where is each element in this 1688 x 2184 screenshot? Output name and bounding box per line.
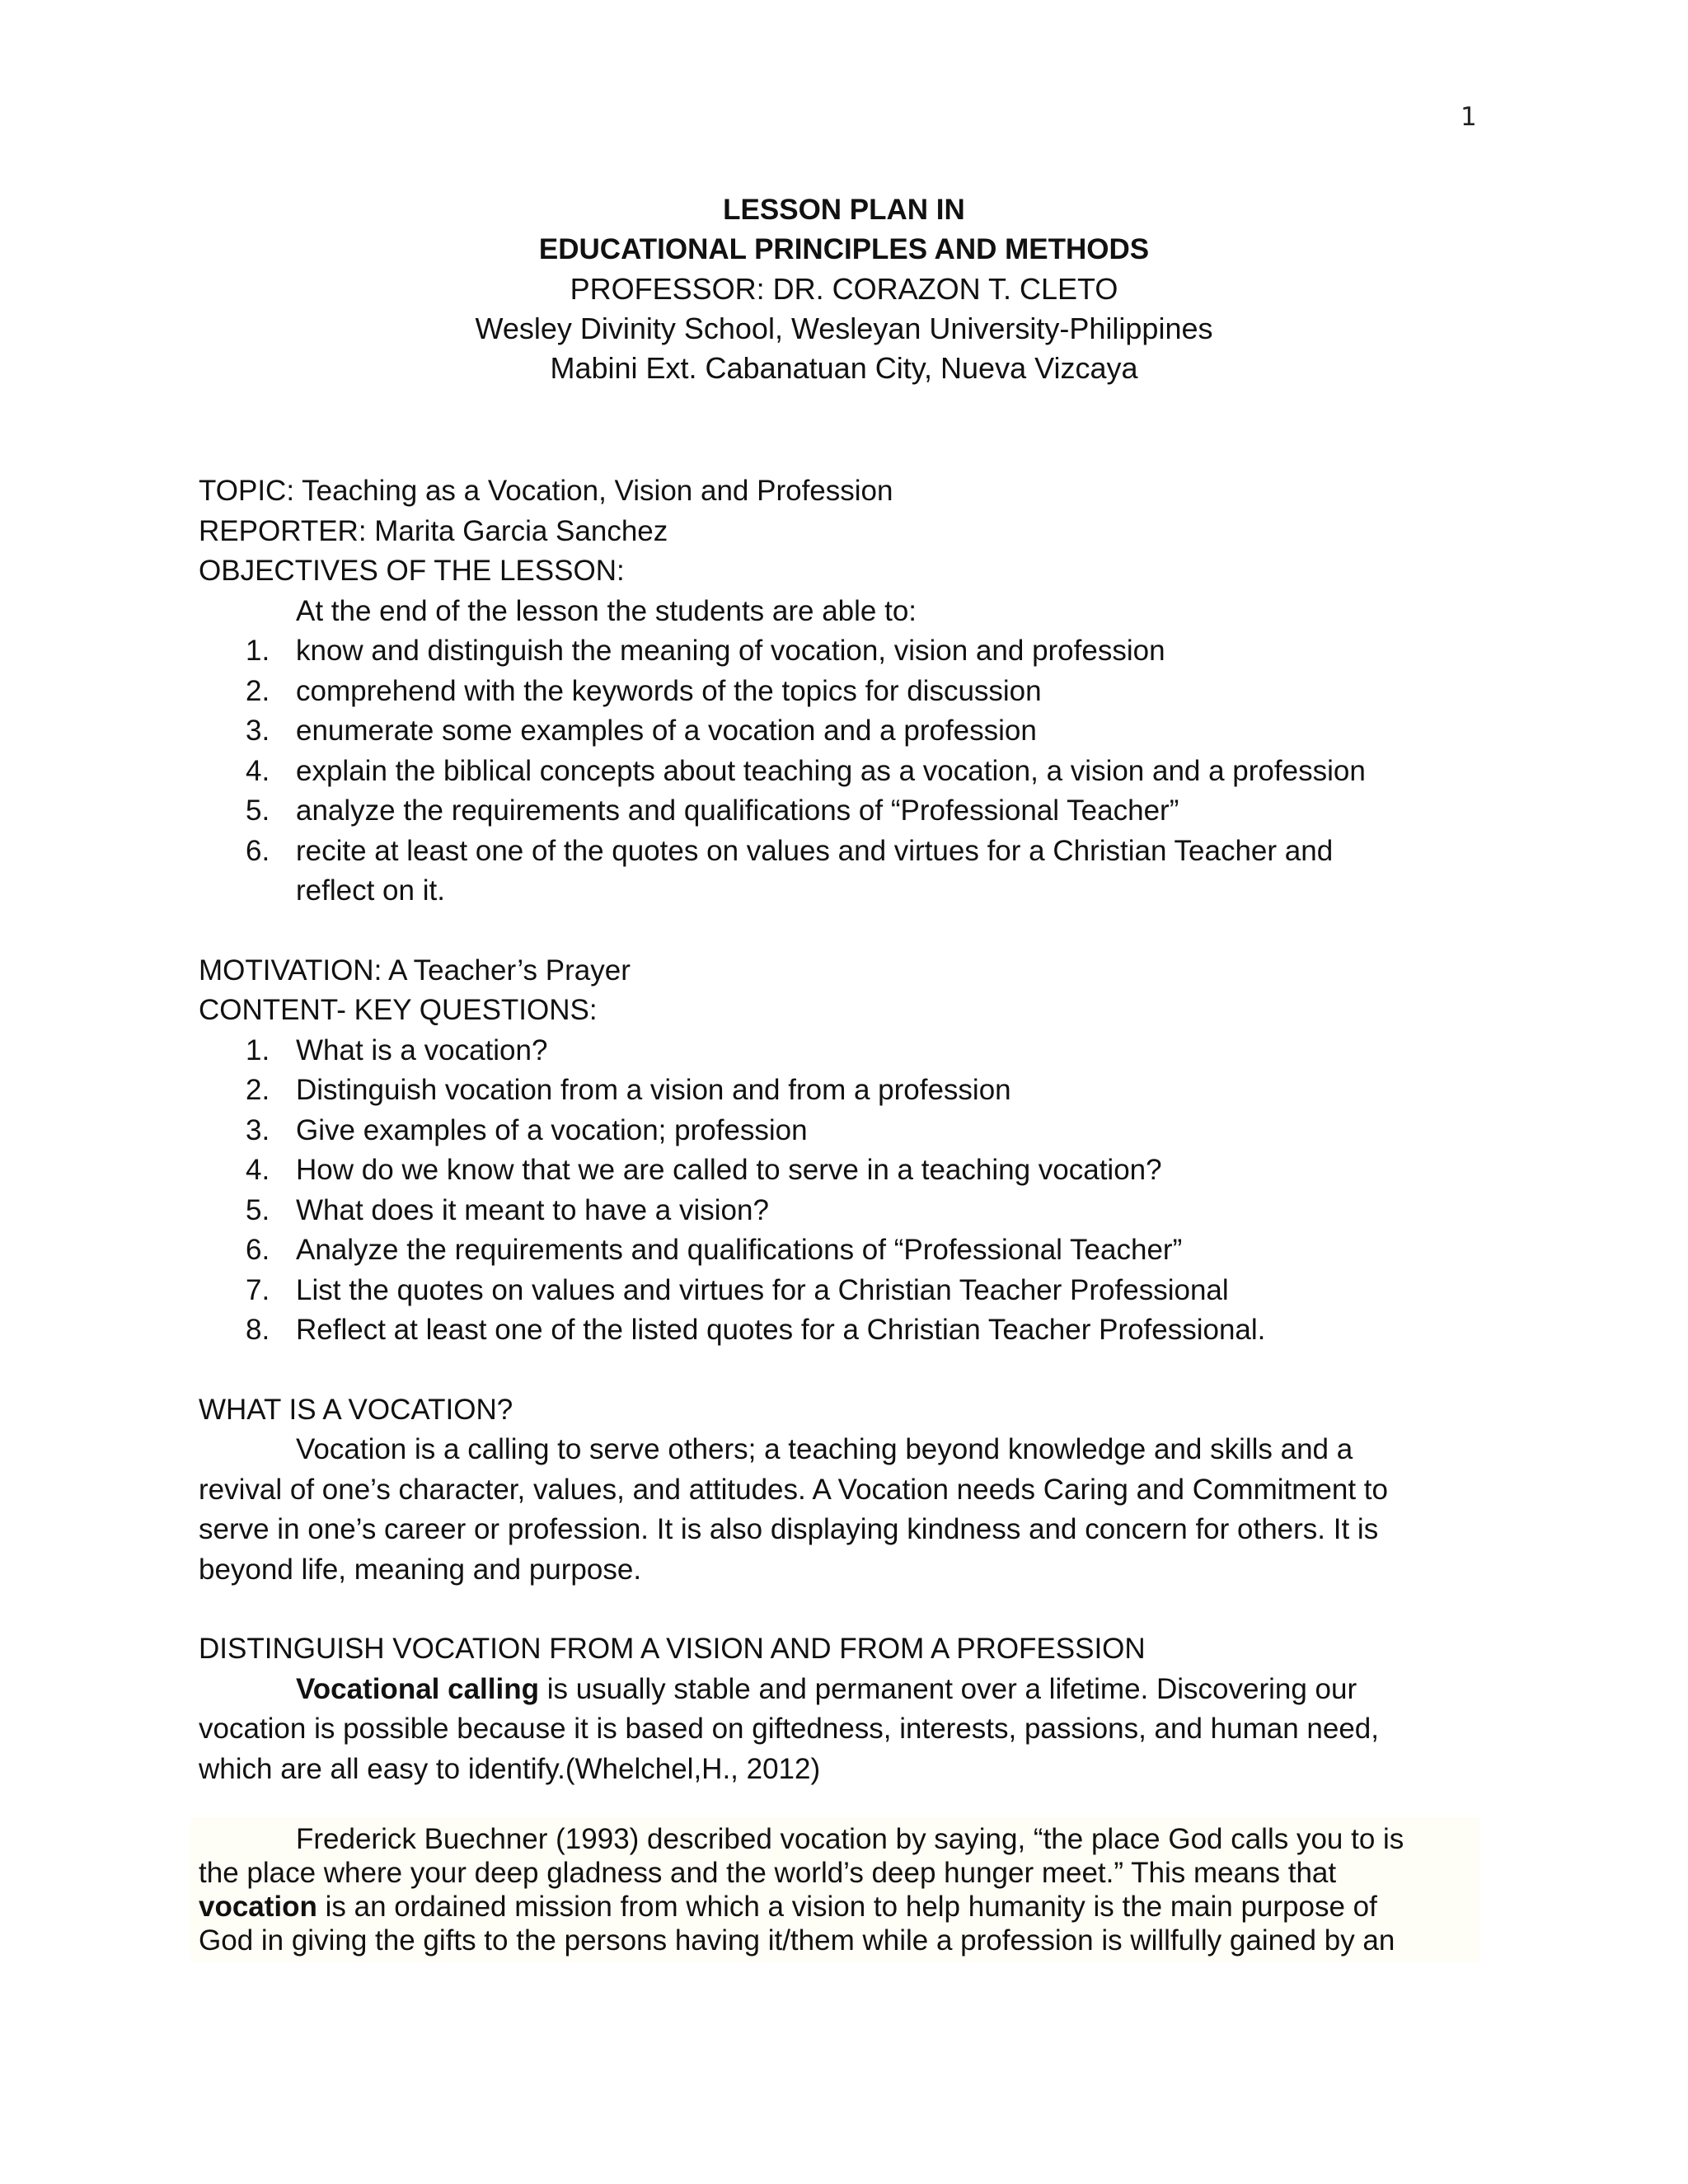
title-line-2: EDUCATIONAL PRINCIPLES AND METHODS xyxy=(538,233,1150,265)
list-item: 8. Reflect at least one of the listed quotes for a Christian Teacher Professional. xyxy=(246,1314,1266,1346)
document-header xyxy=(0,190,1688,388)
professor-line: PROFESSOR: DR. CORAZON T. CLETO xyxy=(570,272,1118,306)
reporter-line: REPORTER: Marita Garcia Sanchez xyxy=(199,514,668,547)
distinguish-paragraph-line-1: Vocational calling is usually stable and permanent over a lifetime. Discovering our xyxy=(296,1672,1357,1705)
list-item: 3. enumerate some examples of a vocation and a profession xyxy=(246,715,1037,747)
questions-list xyxy=(199,1031,1484,1351)
vocation-paragraph-line-3: serve in one’s career or profession. It is also displaying kindness and concern for others. It is xyxy=(199,1513,1379,1545)
motivation-line: MOTIVATION: A Teacher’s Prayer xyxy=(199,954,631,987)
list-item: 4. explain the biblical concepts about teaching as a vocation, a vision and a profession xyxy=(246,754,1366,787)
list-item: 5. What does it meant to have a vision? xyxy=(246,1193,769,1226)
distinguish-paragraph-line-2: vocation is possible because it is based on giftedness, interests, passions, and human need, xyxy=(199,1713,1379,1745)
list-item: 3. Give examples of a vocation; profession xyxy=(246,1113,808,1146)
list-item: 1. What is a vocation? xyxy=(246,1033,548,1066)
list-item: 6. recite at least one of the quotes on values and virtues for a Christian Teacher and reflect on it. xyxy=(246,834,1334,907)
bold-word: vocation xyxy=(199,1891,317,1923)
objectives-intro: At the end of the lesson the students are able to: xyxy=(296,594,917,627)
document-body xyxy=(199,471,1484,1962)
list-item: 7. List the quotes on values and virtues for a Christian Teacher Professional xyxy=(246,1273,1229,1306)
objectives-heading: OBJECTIVES OF THE LESSON: xyxy=(199,555,625,587)
list-item: 2. Distinguish vocation from a vision and from a profession xyxy=(246,1074,1011,1106)
buechner-line-3: vocation is an ordained mission from which a vision to help humanity is the main purpose of xyxy=(199,1891,1377,1923)
list-item: 1. know and distinguish the meaning of vocation, vision and profession xyxy=(246,635,1165,667)
buechner-line-2: the place where your deep gladness and the world’s deep hunger meet.” This means that xyxy=(199,1857,1337,1889)
list-item: 5. analyze the requirements and qualifications of “Professional Teacher” xyxy=(246,794,1179,827)
list-item: 2. comprehend with the keywords of the topics for discussion xyxy=(246,674,1042,707)
title-line-1: LESSON PLAN IN xyxy=(723,194,965,226)
bold-lead: Vocational calling xyxy=(296,1672,539,1705)
buechner-line-4: God in giving the gifts to the persons having it/them while a profession is willfully gained by an xyxy=(199,1924,1395,1957)
objectives-list xyxy=(199,631,1484,912)
content-heading: CONTENT- KEY QUESTIONS: xyxy=(199,994,598,1026)
vocation-paragraph-line-1: Vocation is a calling to serve others; a teaching beyond knowledge and skills and a xyxy=(296,1433,1353,1465)
vocation-paragraph-line-2: revival of one’s character, values, and attitudes. A Vocation needs Caring and Commitment to xyxy=(199,1473,1388,1506)
address-line: Mabini Ext. Cabanatuan City, Nueva Vizcaya xyxy=(550,351,1138,385)
topic-line: TOPIC: Teaching as a Vocation, Vision and Profession xyxy=(199,475,893,507)
school-line: Wesley Divinity School, Wesleyan University-Philippines xyxy=(475,312,1213,345)
vocation-paragraph-line-4: beyond life, meaning and purpose. xyxy=(199,1553,642,1586)
list-item: 6. Analyze the requirements and qualifications of “Professional Teacher” xyxy=(246,1234,1183,1266)
list-item: 4. How do we know that we are called to serve in a teaching vocation? xyxy=(246,1154,1162,1186)
distinguish-paragraph-line-3: which are all easy to identify.(Whelchel,H., 2012) xyxy=(199,1752,821,1785)
buechner-line-1: Frederick Buechner (1993) described vocation by saying, “the place God calls you to is xyxy=(296,1823,1404,1855)
buechner-paragraph xyxy=(190,1817,1480,1962)
page-number: 1 xyxy=(1461,102,1477,132)
distinguish-heading: DISTINGUISH VOCATION FROM A VISION AND FROM A PROFESSION xyxy=(199,1633,1146,1665)
vocation-heading: WHAT IS A VOCATION? xyxy=(199,1393,513,1426)
